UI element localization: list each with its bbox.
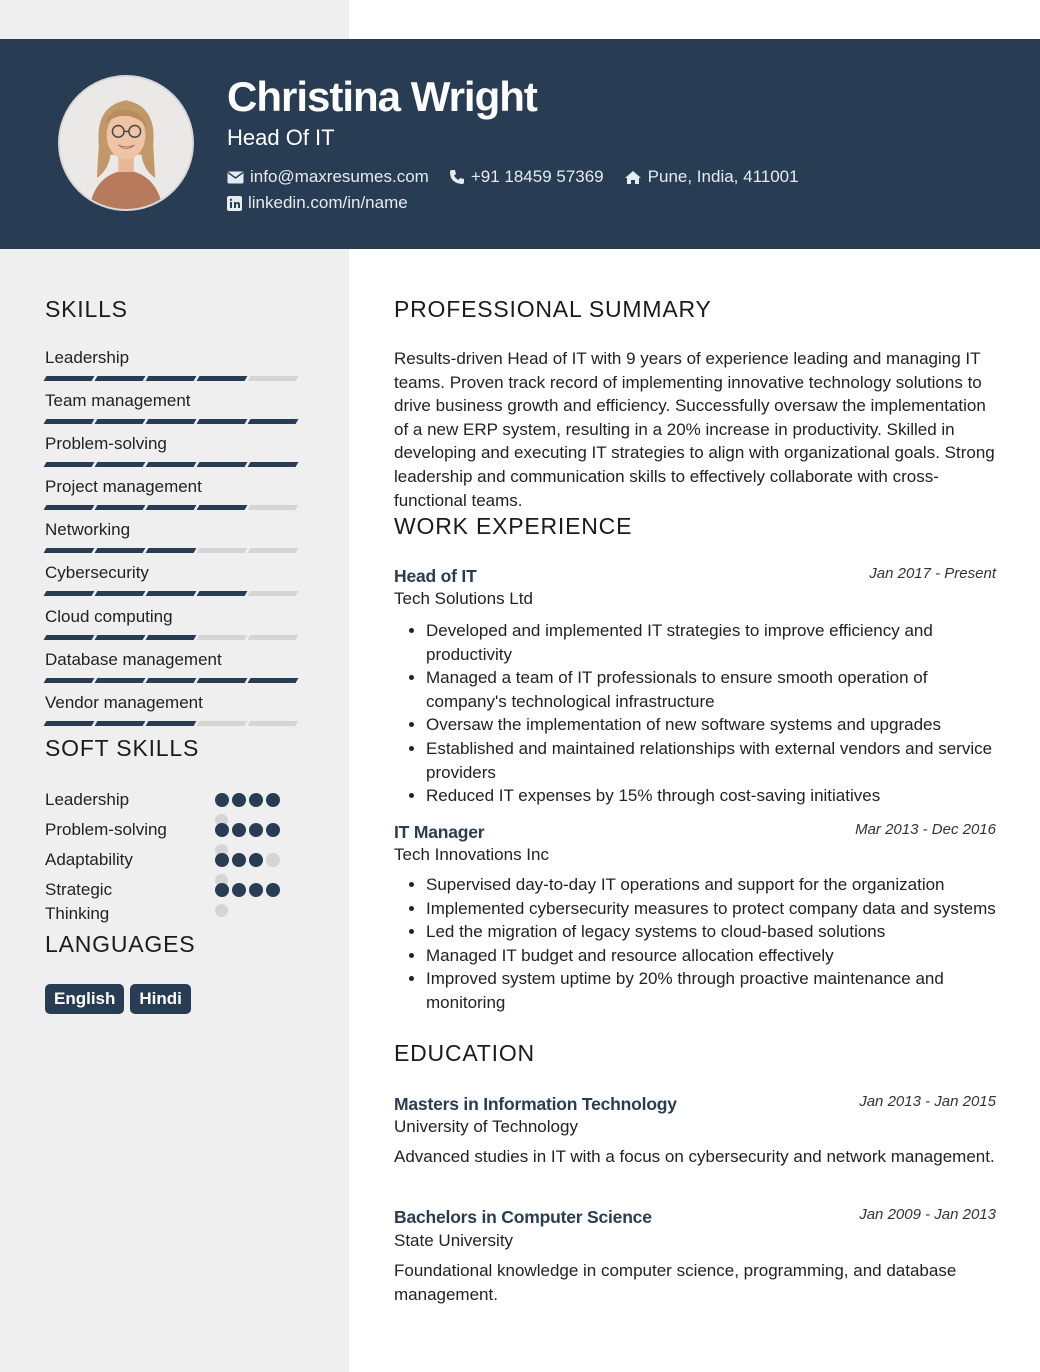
email-text: info@maxresumes.com xyxy=(250,167,429,186)
skill-level-segment xyxy=(95,419,146,424)
skill-level-segment xyxy=(146,376,197,381)
skill-level-segment xyxy=(197,721,248,726)
degree-dates: Jan 2013 - Jan 2015 xyxy=(859,1093,996,1110)
soft-skill-rating xyxy=(215,883,283,897)
degree-dates: Jan 2009 - Jan 2013 xyxy=(859,1206,996,1223)
skill-level-segment xyxy=(44,548,95,553)
rating-dot xyxy=(249,823,263,837)
skill-level-segment xyxy=(44,419,95,424)
candidate-name: Christina Wright xyxy=(227,73,537,120)
skill-level-segment xyxy=(44,721,95,726)
skill-item xyxy=(45,476,305,519)
skill-level-segment xyxy=(146,591,197,596)
phone-text: +91 18459 57369 xyxy=(470,167,604,186)
skill-level-segment xyxy=(197,548,248,553)
skill-level-segment xyxy=(248,548,299,553)
rating-dot xyxy=(232,853,246,867)
skills-list xyxy=(45,347,305,735)
profile-photo-illustration xyxy=(60,77,192,209)
skill-level-meter xyxy=(45,419,305,424)
skill-level-meter xyxy=(45,462,305,467)
rating-dot xyxy=(215,793,229,807)
skill-level-segment xyxy=(248,462,299,467)
skill-label: Cloud computing xyxy=(45,606,173,626)
skill-level-segment xyxy=(248,505,299,510)
company-name: Tech Solutions Ltd xyxy=(394,589,533,608)
skill-level-segment xyxy=(95,591,146,596)
candidate-role: Head Of IT xyxy=(227,125,335,150)
rating-dot xyxy=(249,883,263,897)
soft-skill-label: Strategic Thinking xyxy=(45,880,113,923)
language-badge: Hindi xyxy=(130,984,191,1014)
degree-title: Masters in Information Technology xyxy=(394,1094,677,1114)
contact-row-secondary xyxy=(227,193,428,213)
skill-level-meter xyxy=(45,678,305,683)
skill-level-meter xyxy=(45,635,305,640)
rating-dot xyxy=(249,793,263,807)
skill-level-meter xyxy=(45,548,305,553)
soft-skill-item xyxy=(45,818,305,848)
skill-level-segment xyxy=(197,376,248,381)
skill-level-segment xyxy=(248,419,299,424)
job-title: Head of IT xyxy=(394,566,477,586)
job-dates: Mar 2013 - Dec 2016 xyxy=(855,821,996,838)
rating-dot xyxy=(232,883,246,897)
skill-level-segment xyxy=(146,462,197,467)
rating-dot xyxy=(215,904,228,917)
skill-level-segment xyxy=(197,678,248,683)
soft-skill-item xyxy=(45,848,305,878)
soft-skill-label: Adaptability xyxy=(45,850,133,869)
skill-label: Team management xyxy=(45,391,191,411)
skill-item xyxy=(45,692,305,735)
skill-level-segment xyxy=(95,678,146,683)
job-bullet: • Improved system uptime by 20% through proactive maintenance and monitoring xyxy=(426,967,996,1014)
skill-label: Cybersecurity xyxy=(45,563,149,583)
skill-level-segment xyxy=(197,419,248,424)
job-bullets xyxy=(394,873,996,1015)
skill-level-meter xyxy=(45,505,305,510)
soft-skill-rating xyxy=(215,793,283,807)
skill-item xyxy=(45,519,305,562)
skill-level-segment xyxy=(95,505,146,510)
skill-label: Networking xyxy=(45,520,131,540)
skill-level-meter xyxy=(45,721,305,726)
linkedin-icon xyxy=(227,196,242,211)
summary-heading: PROFESSIONAL SUMMARY xyxy=(394,296,712,322)
skill-level-segment xyxy=(44,591,95,596)
skill-level-segment xyxy=(146,721,197,726)
skill-level-segment xyxy=(197,462,248,467)
degree-description: Advanced studies in IT with a focus on cybersecurity and network management. xyxy=(394,1147,995,1166)
job-bullet: • Oversaw the implementation of new software systems and upgrades xyxy=(426,713,996,737)
experience-heading: WORK EXPERIENCE xyxy=(394,513,633,539)
location-text: Pune, India, 411001 xyxy=(647,167,799,186)
soft-skill-item xyxy=(45,788,305,818)
rating-dot xyxy=(266,883,280,897)
soft-skills-list xyxy=(45,788,305,926)
school-name: University of Technology xyxy=(394,1117,578,1136)
skill-level-meter xyxy=(45,591,305,596)
phone-icon xyxy=(449,169,465,185)
skill-level-segment xyxy=(146,505,197,510)
skill-level-segment xyxy=(95,462,146,467)
skill-level-segment xyxy=(95,635,146,640)
skill-level-segment xyxy=(146,635,197,640)
skill-item xyxy=(45,347,305,390)
skill-level-segment xyxy=(248,721,299,726)
school-name: State University xyxy=(394,1231,514,1250)
job-bullet: • Led the migration of legacy systems to cloud-based solutions xyxy=(426,920,996,944)
skill-label: Project management xyxy=(45,477,202,497)
degree-title: Bachelors in Computer Science xyxy=(394,1207,652,1227)
skill-level-segment xyxy=(197,505,248,510)
rating-dot xyxy=(215,883,229,897)
home-icon xyxy=(624,170,642,185)
languages-list xyxy=(45,984,197,1014)
skill-level-segment xyxy=(95,376,146,381)
skill-level-segment xyxy=(44,635,95,640)
job-bullet: • Implemented cybersecurity measures to protect company data and systems xyxy=(426,897,996,921)
soft-skill-label: Problem-solving xyxy=(45,820,167,839)
skill-label: Problem-solving xyxy=(45,434,167,454)
rating-dot xyxy=(232,823,246,837)
skill-level-segment xyxy=(146,548,197,553)
skill-level-segment xyxy=(95,548,146,553)
skill-level-segment xyxy=(248,635,299,640)
language-badge: English xyxy=(45,984,124,1014)
degree-description: Foundational knowledge in computer science, programming, and database management. xyxy=(394,1261,957,1304)
skill-label: Vendor management xyxy=(45,692,203,712)
summary-text: Results-driven Head of IT with 9 years of experience leading and managing IT teams. Proven track record of implementing innovative technology solutions to drive business growth and efficiency. Successfully oversaw the implementation of a new ERP system, resulting in a 20% increase in productivity. Skilled in developing and executing IT strategies to align with organizational goals. Strong leadership and communication skills to effectively collaborate with cross-functional teams. xyxy=(394,349,995,510)
rating-dot xyxy=(215,853,229,867)
skill-level-segment xyxy=(44,462,95,467)
contact-row-primary xyxy=(227,167,819,187)
contact-phone[interactable] xyxy=(449,167,604,187)
job-title: IT Manager xyxy=(394,822,485,842)
rating-dot xyxy=(266,853,280,867)
soft-skill-item xyxy=(45,878,305,926)
skill-level-segment xyxy=(248,678,299,683)
job-dates: Jan 2017 - Present xyxy=(869,565,996,582)
skill-level-segment xyxy=(197,635,248,640)
job-bullet: • Reduced IT expenses by 15% through cost-saving initiatives xyxy=(426,784,996,808)
skill-level-segment xyxy=(146,678,197,683)
contact-linkedin[interactable] xyxy=(227,193,408,213)
contact-location xyxy=(624,167,799,187)
skill-level-segment xyxy=(44,678,95,683)
contact-email[interactable] xyxy=(227,167,429,187)
skill-level-segment xyxy=(95,721,146,726)
company-name: Tech Innovations Inc xyxy=(394,845,549,864)
soft-skill-label: Leadership xyxy=(45,790,130,809)
job-bullet: • Managed IT budget and resource allocation effectively xyxy=(426,944,996,968)
skill-label: Database management xyxy=(45,649,222,669)
skill-level-segment xyxy=(44,376,95,381)
skill-item xyxy=(45,606,305,649)
job-bullet: • Supervised day-to-day IT operations and support for the organization xyxy=(426,873,996,897)
soft-skill-rating xyxy=(215,853,283,867)
job-bullet: • Managed a team of IT professionals to ensure smooth operation of company's technological infrastructure xyxy=(426,666,996,713)
skill-level-meter xyxy=(45,376,305,381)
envelope-icon xyxy=(227,171,244,184)
resume-header xyxy=(0,39,1040,249)
rating-dot xyxy=(266,793,280,807)
soft-skills-heading: SOFT SKILLS xyxy=(45,735,200,761)
skills-heading: SKILLS xyxy=(45,296,128,322)
rating-dot xyxy=(266,823,280,837)
skill-label: Leadership xyxy=(45,348,130,367)
education-heading: EDUCATION xyxy=(394,1040,535,1066)
rating-dot xyxy=(232,793,246,807)
skill-item xyxy=(45,562,305,605)
languages-heading: LANGUAGES xyxy=(45,931,196,957)
skill-level-segment xyxy=(248,591,299,596)
linkedin-text: linkedin.com/in/name xyxy=(248,193,408,212)
soft-skill-rating xyxy=(215,823,283,837)
rating-dot xyxy=(215,823,229,837)
rating-dot xyxy=(249,853,263,867)
skill-item xyxy=(45,433,305,476)
job-bullets xyxy=(394,619,996,808)
skill-level-segment xyxy=(197,591,248,596)
skill-item xyxy=(45,649,305,692)
skill-level-segment xyxy=(248,376,299,381)
job-bullet: • Established and maintained relationships with external vendors and service providers xyxy=(426,737,996,784)
profile-photo xyxy=(58,75,194,211)
skill-level-segment xyxy=(44,505,95,510)
job-bullet: • Developed and implemented IT strategies to improve efficiency and productivity xyxy=(426,619,996,666)
skill-level-segment xyxy=(146,419,197,424)
skill-item xyxy=(45,390,305,433)
